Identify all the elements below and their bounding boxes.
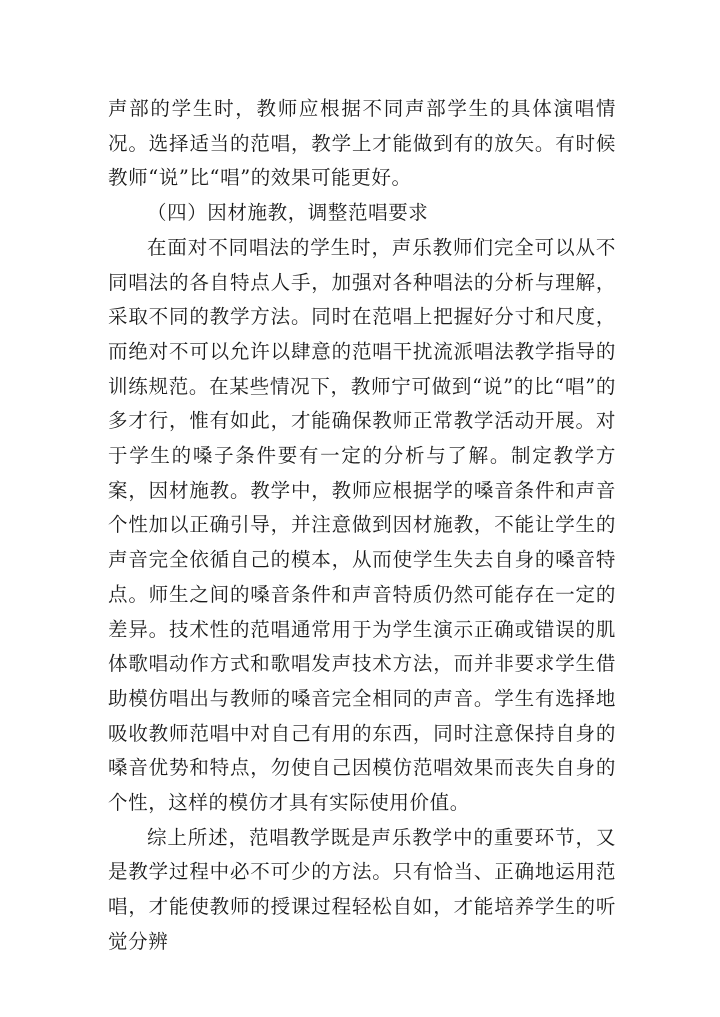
paragraph-continuation: 声部的学生时，教师应根据不同声部学生的具体演唱情况。选择适当的范唱，教学上才能做到有的放矢。有时候教师“说”比“唱”的效果可能更好。 <box>108 97 616 190</box>
paragraph-summary: 综上所述，范唱教学既是声乐教学中的重要环节，又是教学过程中必不可少的方法。只有恰当、正确地运用范唱，才能使教师的授课过程轻松自如，才能培养学生的听觉分辨 <box>108 825 616 953</box>
document-body <box>108 92 616 960</box>
paragraph-main: 在面对不同唱法的学生时，声乐教师们完全可以从不同唱法的各自特点人手，加强对各种唱法的分析与理解，采取不同的教学方法。同时在范唱上把握好分寸和尺度，而绝对不可以允许以肆意的范唱干扰流派唱法教学指导的训练规范。在某些情况下，教师宁可做到“说”的比“唱”的多才行，惟有如此，才能确保教师正常教学活动开展。对于学生的嗓子条件要有一定的分析与了解。制定教学方案，因材施教。教学中，教师应根据学的嗓音条件和声音个性加以正确引导，并注意做到因材施教，不能让学生的声音完全依循自己的模本，从而使学生失去自身的嗓音特点。师生之间的嗓音条件和声音特质仍然可能存在一定的差异。技术性的范唱通常用于为学生演示正确或错误的肌体歌唱动作方式和歌唱发声技术方法，而并非要求学生借助模仿唱出与教师的嗓音完全相同的声音。学生有选择地吸收教师范唱中对自己有用的东西，同时注意保持自身的嗓音优势和特点，勿使自己因模仿范唱效果而丧失自身的个性，这样的模仿才具有实际使用价值。 <box>108 235 616 815</box>
section-heading: （四）因材施教，调整范唱要求 <box>147 201 429 225</box>
